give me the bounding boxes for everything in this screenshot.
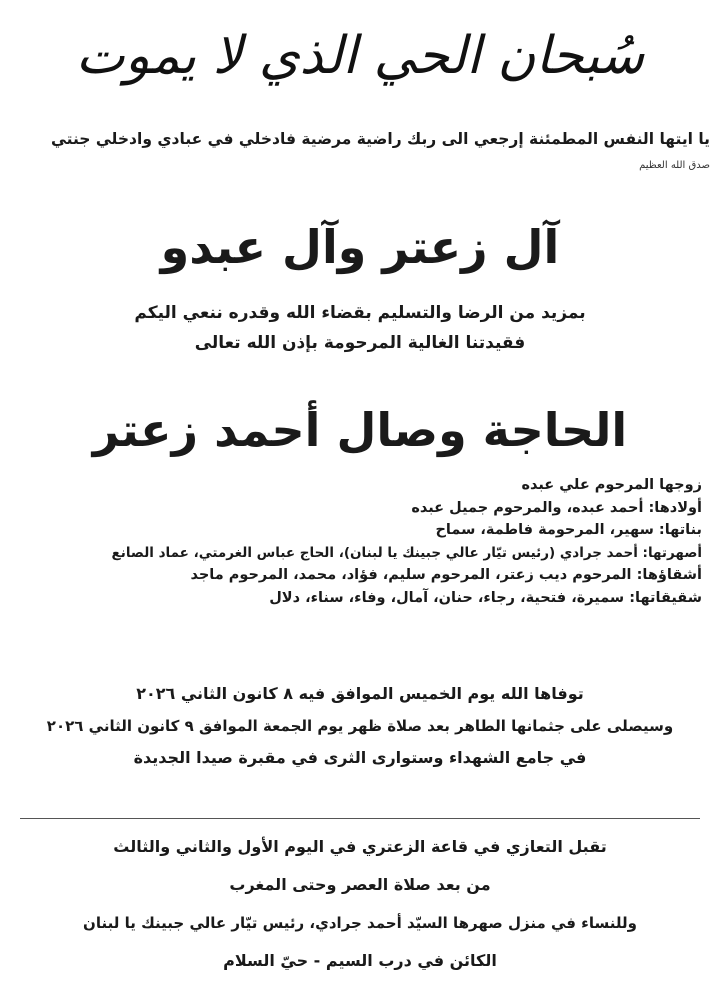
- deceased-name: الحاجة وصال أحمد زعتر: [92, 403, 628, 457]
- quran-verse: يا ايتها النفس المطمئنة إرجعي الى ربك راضية مرضية فادخلي في عبادي وادخلي جنتي: [50, 130, 710, 148]
- condolences-line-4: الكائن في درب السيم - حيّ السلام: [223, 951, 497, 970]
- relative-line-brothers: أشقاؤها: المرحوم ديب زعتر، المرحوم سليم، فؤاد، محمد، المرحوم ماجد: [190, 567, 702, 583]
- condolences-details: [0, 828, 720, 980]
- relatives-list: [10, 474, 702, 609]
- funeral-details: [0, 678, 720, 774]
- verse-source: صدق الله العظيم: [639, 160, 710, 171]
- section-divider: [20, 818, 700, 819]
- calligraphy-title: سُبحان الحي الذي لا يموت: [75, 26, 645, 86]
- condolences-line-3: وللنساء في منزل صهرها السيّد أحمد جرادي، رئيس تيّار عالي جبينك يا لبنان: [83, 914, 637, 932]
- relative-line-sisters: شقيقاتها: سميرة، فتحية، رجاء، حنان، آمال، وفاء، سناء، دلال: [269, 589, 702, 606]
- relative-line-husband: زوجها المرحوم علي عبده: [521, 477, 702, 493]
- relative-line-daughters: بناتها: سهير، المرحومة فاطمة، سماح: [435, 522, 702, 538]
- death-date-line: توفاها الله يوم الخميس الموافق فيه ٨ كانون الثاني ٢٠٢٦: [136, 684, 584, 703]
- announcement-intro: [0, 300, 720, 360]
- prayer-time-line: وسيصلى على جثمانها الطاهر بعد صلاة ظهر يوم الجمعة الموافق ٩ كانون الثاني ٢٠٢٦: [46, 717, 674, 735]
- condolences-line-1: تقبل التعازي في قاعة الزعتري في اليوم الأول والثاني والثالث: [113, 837, 607, 856]
- condolences-line-2: من بعد صلاة العصر وحتى المغرب: [229, 875, 491, 894]
- intro-line-1: بمزيد من الرضا والتسليم بقضاء الله وقدره ننعي اليكم: [134, 303, 586, 323]
- relative-line-sons-in-law: أصهرتها: أحمد جرادي (رئيس تيّار عالي جبينك يا لبنان)، الحاج عباس الغرمتي، عماد الصانع: [111, 544, 702, 561]
- relative-line-sons: أولادها: أحمد عبده، والمرحوم جميل عبده: [411, 499, 702, 516]
- family-names-heading: آل زعتر وآل عبدو: [160, 220, 560, 274]
- intro-line-2: فقيدتنا الغالية المرحومة بإذن الله تعالى: [194, 333, 526, 353]
- burial-place-line: في جامع الشهداء وستوارى الثرى في مقبرة صيدا الجديدة: [133, 748, 587, 767]
